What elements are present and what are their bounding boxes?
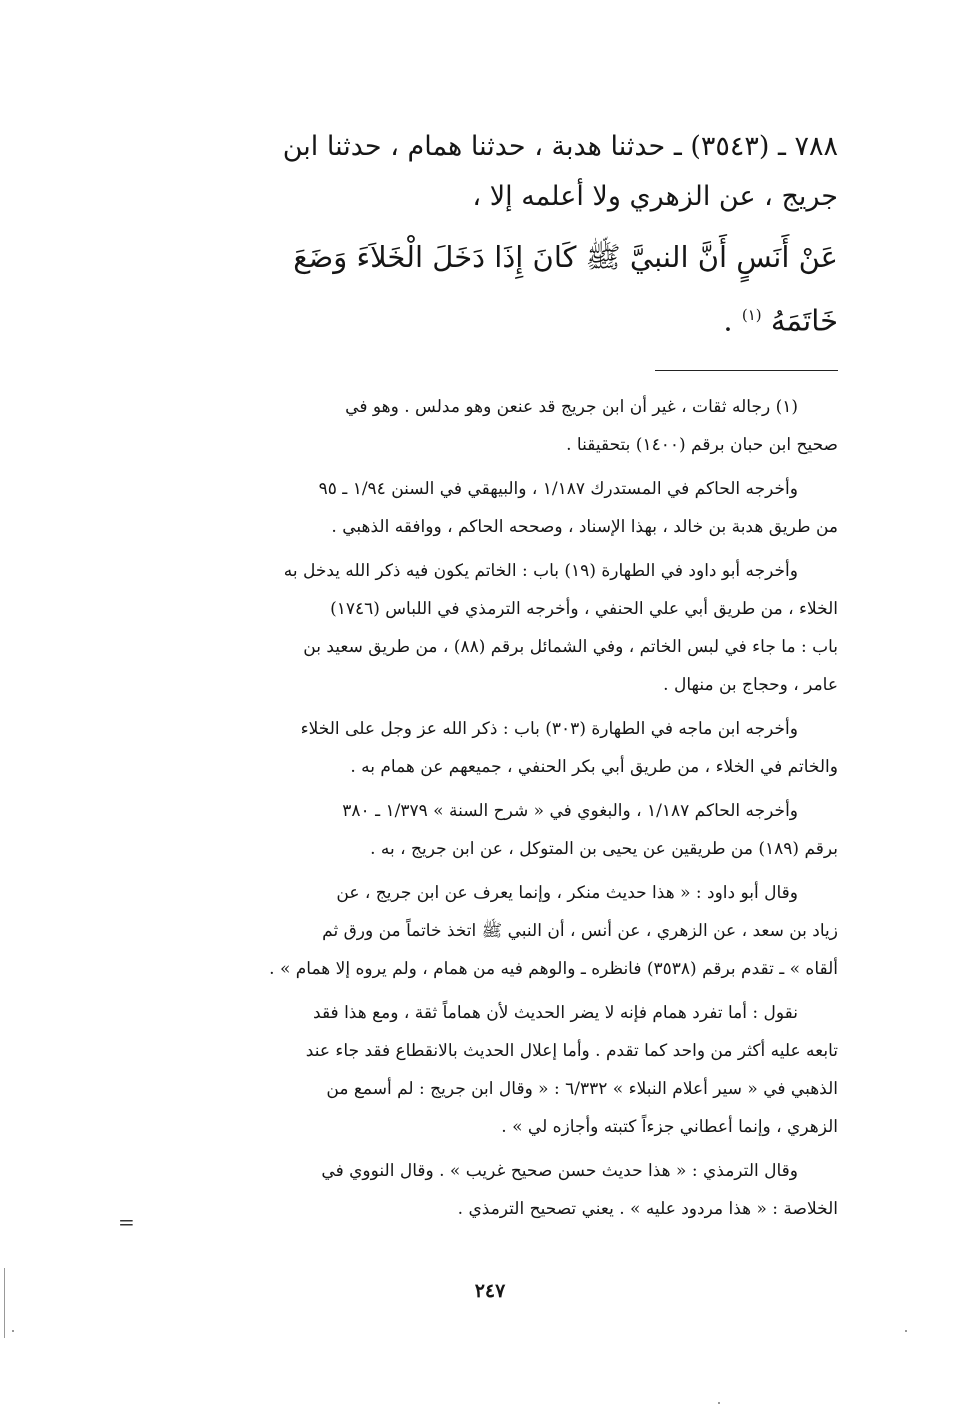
footnote-line: وأخرجه الحاكم في المستدرك ١/١٨٧ ، والبيهقي في السنن ١/٩٤ ـ ٩٥ — [318, 479, 798, 499]
hadith-isnad-line-2: جريج ، عن الزهري ولا أعلمه إلا ، — [472, 181, 838, 212]
hadith-block — [140, 122, 838, 350]
footnote-paragraph — [140, 994, 838, 1146]
footnote-line: تابعه عليه أكثر من واحد كما تقدم . وأما إعلال الحديث بالانقطاع فقد جاء عند — [305, 1041, 838, 1061]
footnote-line: عامر ، وحجاج بن منهال . — [663, 675, 838, 695]
footnote-line: والخاتم في الخلاء ، من طريق أبي بكر الحنفي ، جميعهم عن همام به . — [350, 757, 838, 777]
footnote-line: الزهري ، وإنما أعطاني جزءاً كتبته وأجازه لي » . — [501, 1117, 838, 1137]
footnote-paragraph — [140, 470, 838, 546]
footnote-line: الخلاء ، من طريق أبي علي الحنفي ، وأخرجه الترمذي في اللباس (١٧٤٦) — [330, 599, 838, 619]
hadith-matn-line-2 — [140, 286, 838, 350]
footnote-paragraph — [140, 792, 838, 868]
hadith-matn-text: خَاتَمَهُ — [770, 303, 838, 338]
footnotes — [140, 388, 838, 1234]
footnote-line: نقول : أما تفرد همام فإنه لا يضر الحديث لأن هماماً ثقة ، ومع هذا فقد — [313, 1003, 798, 1023]
footnote-line: زياد بن سعد ، عن الزهري ، عن أنس ، أن النبي ﷺ اتخذ خاتماً من ورق ثم — [322, 921, 838, 941]
scan-speck — [12, 1330, 14, 1332]
hadith-matn-line-1: عَنْ أَنَسٍ أَنَّ النبيَّ ﷺ كَانَ إِذَا دَخَلَ الْخَلاَءَ وَضَعَ — [293, 240, 838, 274]
footnote-paragraph — [140, 552, 838, 704]
footnote-line: (١) رجاله ثقات ، غير أن ابن جريج قد عنعن وهو مدلس . وهو في — [345, 397, 798, 417]
page-number: ٢٤٧ — [474, 1280, 506, 1302]
footnote-line: وقال أبو داود : « هذا حديث منكر ، وإنما يعرف عن ابن جريج ، عن — [336, 883, 798, 903]
hadith-matn-end: . — [723, 303, 733, 338]
footnote-paragraph — [140, 1152, 838, 1228]
footnote-line: من طريق هدبة بن خالد ، بهذا الإسناد ، وصححه الحاكم ، ووافقه الذهبي . — [331, 517, 838, 537]
hadith-matn — [140, 228, 838, 350]
footnote-line: وأخرجه الحاكم ١/١٨٧ ، والبغوي في « شرح السنة » ١/٣٧٩ ـ ٣٨٠ — [342, 801, 798, 821]
footnote-paragraph — [140, 710, 838, 786]
footnote-paragraph — [140, 388, 838, 464]
footnote-line: الخلاصة : « هذا مردود عليه » . يعني تصحيح الترمذي . — [457, 1199, 838, 1219]
footnote-line: وأخرجه أبو داود في الطهارة (١٩) باب : الخاتم يكون فيه ذكر الله يدخل به — [283, 561, 798, 581]
scan-edge-line — [4, 1268, 5, 1338]
footnote-separator — [655, 370, 838, 371]
footnote-line: وقال الترمذي : « هذا حديث حسن صحيح غريب » . وقال النووي في — [321, 1161, 798, 1181]
footnote-line: وأخرجه ابن ماجه في الطهارة (٣٠٣) باب : ذكر الله عز وجل على الخلاء — [300, 719, 798, 739]
scan-speck — [718, 1402, 720, 1404]
footnote-line: صحيح ابن حبان برقم (١٤٠٠) بتحقيقنا . — [566, 435, 838, 455]
footnote-line: برقم (١٨٩) من طريقين عن يحيى بن المتوكل ، عن ابن جريج ، به . — [370, 839, 838, 859]
footnote-line: الذهبي في « سير أعلام النبلاء » ٦/٣٣٢ : « وقال ابن جريج : لم أسمع من — [326, 1079, 838, 1099]
footnote-paragraph — [140, 874, 838, 988]
footnote-line: باب : ما جاء في لبس الخاتم ، وفي الشمائل برقم (٨٨) ، من طريق سعيد بن — [303, 637, 838, 657]
continuation-mark: = — [118, 1210, 135, 1234]
scan-speck — [905, 1330, 907, 1332]
footnote-line: ألقاه » ـ تقدم برقم (٣٥٣٨) فانظره ـ والوهم فيه من همام ، ولم يروه إلا همام » . — [269, 959, 838, 979]
footnote-reference: (١) — [741, 306, 762, 324]
hadith-isnad-line-1: ٧٨٨ ـ (٣٥٤٣) ـ حدثنا هدبة ، حدثنا همام ، حدثنا ابن — [282, 131, 838, 162]
